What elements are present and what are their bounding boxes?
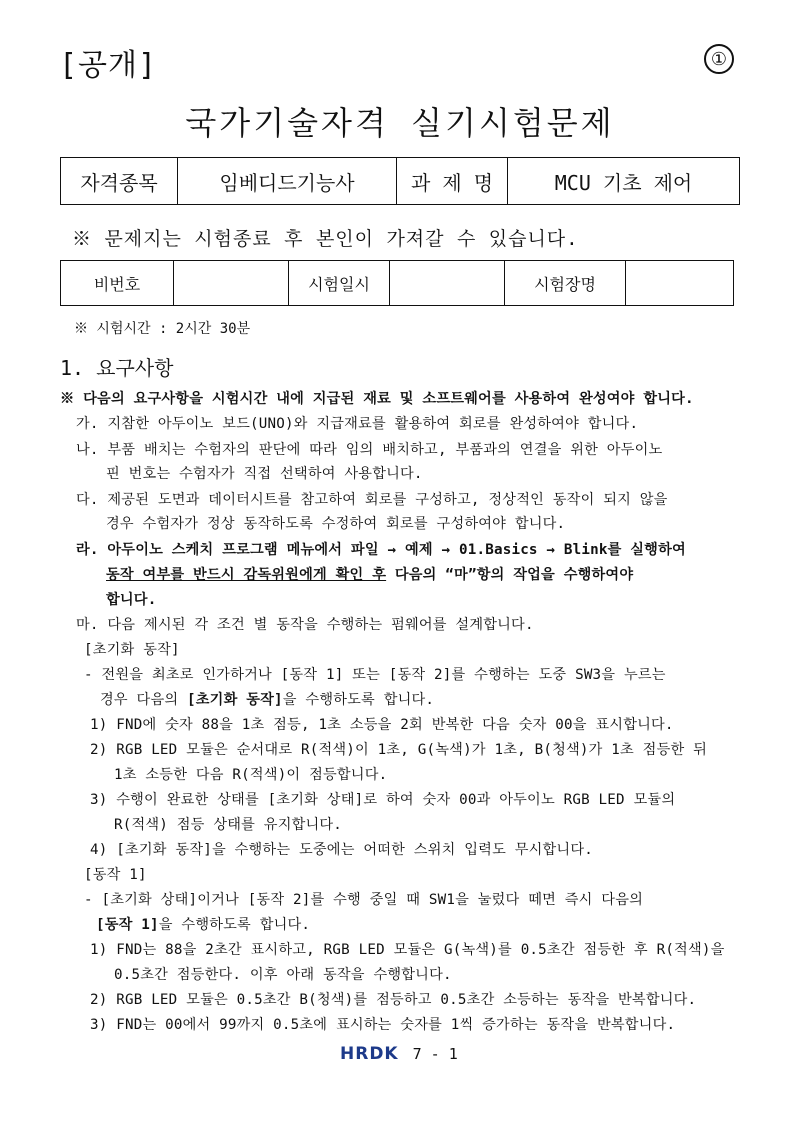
- footer-page-number: 7 - 1: [412, 1045, 458, 1063]
- instruction-line: 1) FND에 숫자 88을 1초 점등, 1초 소등을 2회 반복한 다음 숫자 00을 표시합니다.: [90, 717, 674, 733]
- instruction-fragment: 을 수행하도록 합니다.: [282, 692, 435, 708]
- exam-site-field: [626, 261, 734, 306]
- subsection-heading: [초기화 동작]: [84, 642, 180, 658]
- section-title: 1. 요구사항: [60, 356, 174, 380]
- qualification-table: [60, 157, 740, 205]
- document-title: 국가기술자격 실기시험문제: [185, 104, 615, 142]
- instruction-line: 3) FND는 00에서 99까지 0.5초에 표시하는 숫자를 1씩 증가하는 동작을 반복합니다.: [90, 1017, 676, 1033]
- instruction-line: 가. 지참한 아두이노 보드(UNO)와 지급재료를 활용하여 회로를 완성하여야 합니다.: [76, 416, 639, 432]
- exam-date-field: [390, 261, 505, 306]
- qualification-value: 임베디드기능사: [178, 158, 397, 205]
- hrdk-logo: HRDK: [340, 1044, 399, 1064]
- instruction-line: 3) 수행이 완료한 상태를 [초기화 상태]로 하여 숫자 00과 아두이노 RGB LED 모듈의: [90, 792, 676, 808]
- task-value: MCU 기초 제어: [508, 158, 740, 205]
- instruction-fragment: 경우 다음의: [100, 692, 188, 708]
- bold-fragment: [초기화 동작]: [187, 692, 283, 708]
- instruction-fragment: 다음의 “마”항의 작업을 수행하여야: [386, 567, 634, 583]
- instruction-line: 핀 번호는 수험자가 직접 선택하여 사용합니다.: [106, 466, 423, 482]
- instruction-line: 1) FND는 88을 2초간 표시하고, RGB LED 모듈은 G(녹색)를 0.5초간 점등한 후 R(적색)을: [90, 942, 725, 958]
- instruction-line: [100, 688, 434, 712]
- exam-time: ※ 시험시간 : 2시간 30분: [74, 321, 251, 337]
- bold-fragment: [동작 1]: [96, 917, 159, 933]
- instruction-line: - 전원을 최초로 인가하거나 [동작 1] 또는 [동작 2]를 수행하는 도중 SW3을 누르는: [84, 667, 666, 683]
- instruction-line: 나. 부품 배치는 수험자의 판단에 따라 임의 배치하고, 부품과의 연결을 위한 아두이노: [76, 442, 663, 458]
- exam-id-table: [60, 260, 734, 306]
- exam-number-label: 비번호: [61, 261, 174, 306]
- subsection-heading: [동작 1]: [84, 867, 147, 883]
- notice-text: ※ 문제지는 시험종료 후 본인이 가져갈 수 있습니다.: [72, 228, 579, 250]
- instruction-line: 다. 제공된 도면과 데이터시트를 참고하여 회로를 구성하고, 정상적인 동작이 되지 않을: [76, 492, 668, 508]
- task-label: 과 제 명: [397, 158, 508, 205]
- instruction-line: 라. 아두이노 스케치 프로그램 메뉴에서 파일 → 예제 → 01.Basics → Blink를 실행하여: [76, 542, 686, 558]
- instruction-fragment: 을 수행하도록 합니다.: [158, 917, 311, 933]
- qualification-label: 자격종목: [61, 158, 178, 205]
- instruction-line: - [초기화 상태]이거나 [동작 2]를 수행 중일 때 SW1을 눌렀다 떼면 즉시 다음의: [84, 892, 644, 908]
- instruction-line: 합니다.: [106, 592, 157, 608]
- instruction-line: 경우 수험자가 정상 동작하도록 수정하여 회로를 구성하여야 합니다.: [106, 516, 566, 532]
- visibility-label: [공개]: [59, 48, 158, 83]
- page-footer: [340, 1044, 458, 1064]
- exam-site-label: 시험장명: [505, 261, 626, 306]
- instruction-line: 2) RGB LED 모듈은 순서대로 R(적색)이 1초, G(녹색)가 1초, B(청색)가 1초 점등한 뒤: [90, 742, 708, 758]
- underlined-text: 동작 여부를 반드시 감독위원에게 확인 후: [106, 567, 387, 583]
- instruction-line: 0.5초간 점등한다. 이후 아래 동작을 수행합니다.: [114, 967, 452, 983]
- instruction-line: 1초 소등한 다음 R(적색)이 점등합니다.: [114, 767, 388, 783]
- instruction-line: 마. 다음 제시된 각 조건 별 동작을 수행하는 펌웨어를 설계합니다.: [76, 617, 534, 633]
- instruction-line: [106, 563, 633, 587]
- instruction-line: 4) [초기화 동작]을 수행하는 도중에는 어떠한 스위치 입력도 무시합니다.: [90, 842, 593, 858]
- instruction-line: R(적색) 점등 상태를 유지합니다.: [114, 817, 343, 833]
- instruction-line: [96, 913, 310, 937]
- exam-date-label: 시험일시: [289, 261, 390, 306]
- instruction-line: ※ 다음의 요구사항을 시험시간 내에 지급된 재료 및 소프트웨어를 사용하여 완성여야 합니다.: [60, 391, 694, 407]
- instruction-line: 2) RGB LED 모듈은 0.5초간 B(청색)를 점등하고 0.5초간 소등하는 동작을 반복합니다.: [90, 992, 697, 1008]
- page-number-badge: ①: [704, 44, 734, 74]
- exam-number-field: [174, 261, 289, 306]
